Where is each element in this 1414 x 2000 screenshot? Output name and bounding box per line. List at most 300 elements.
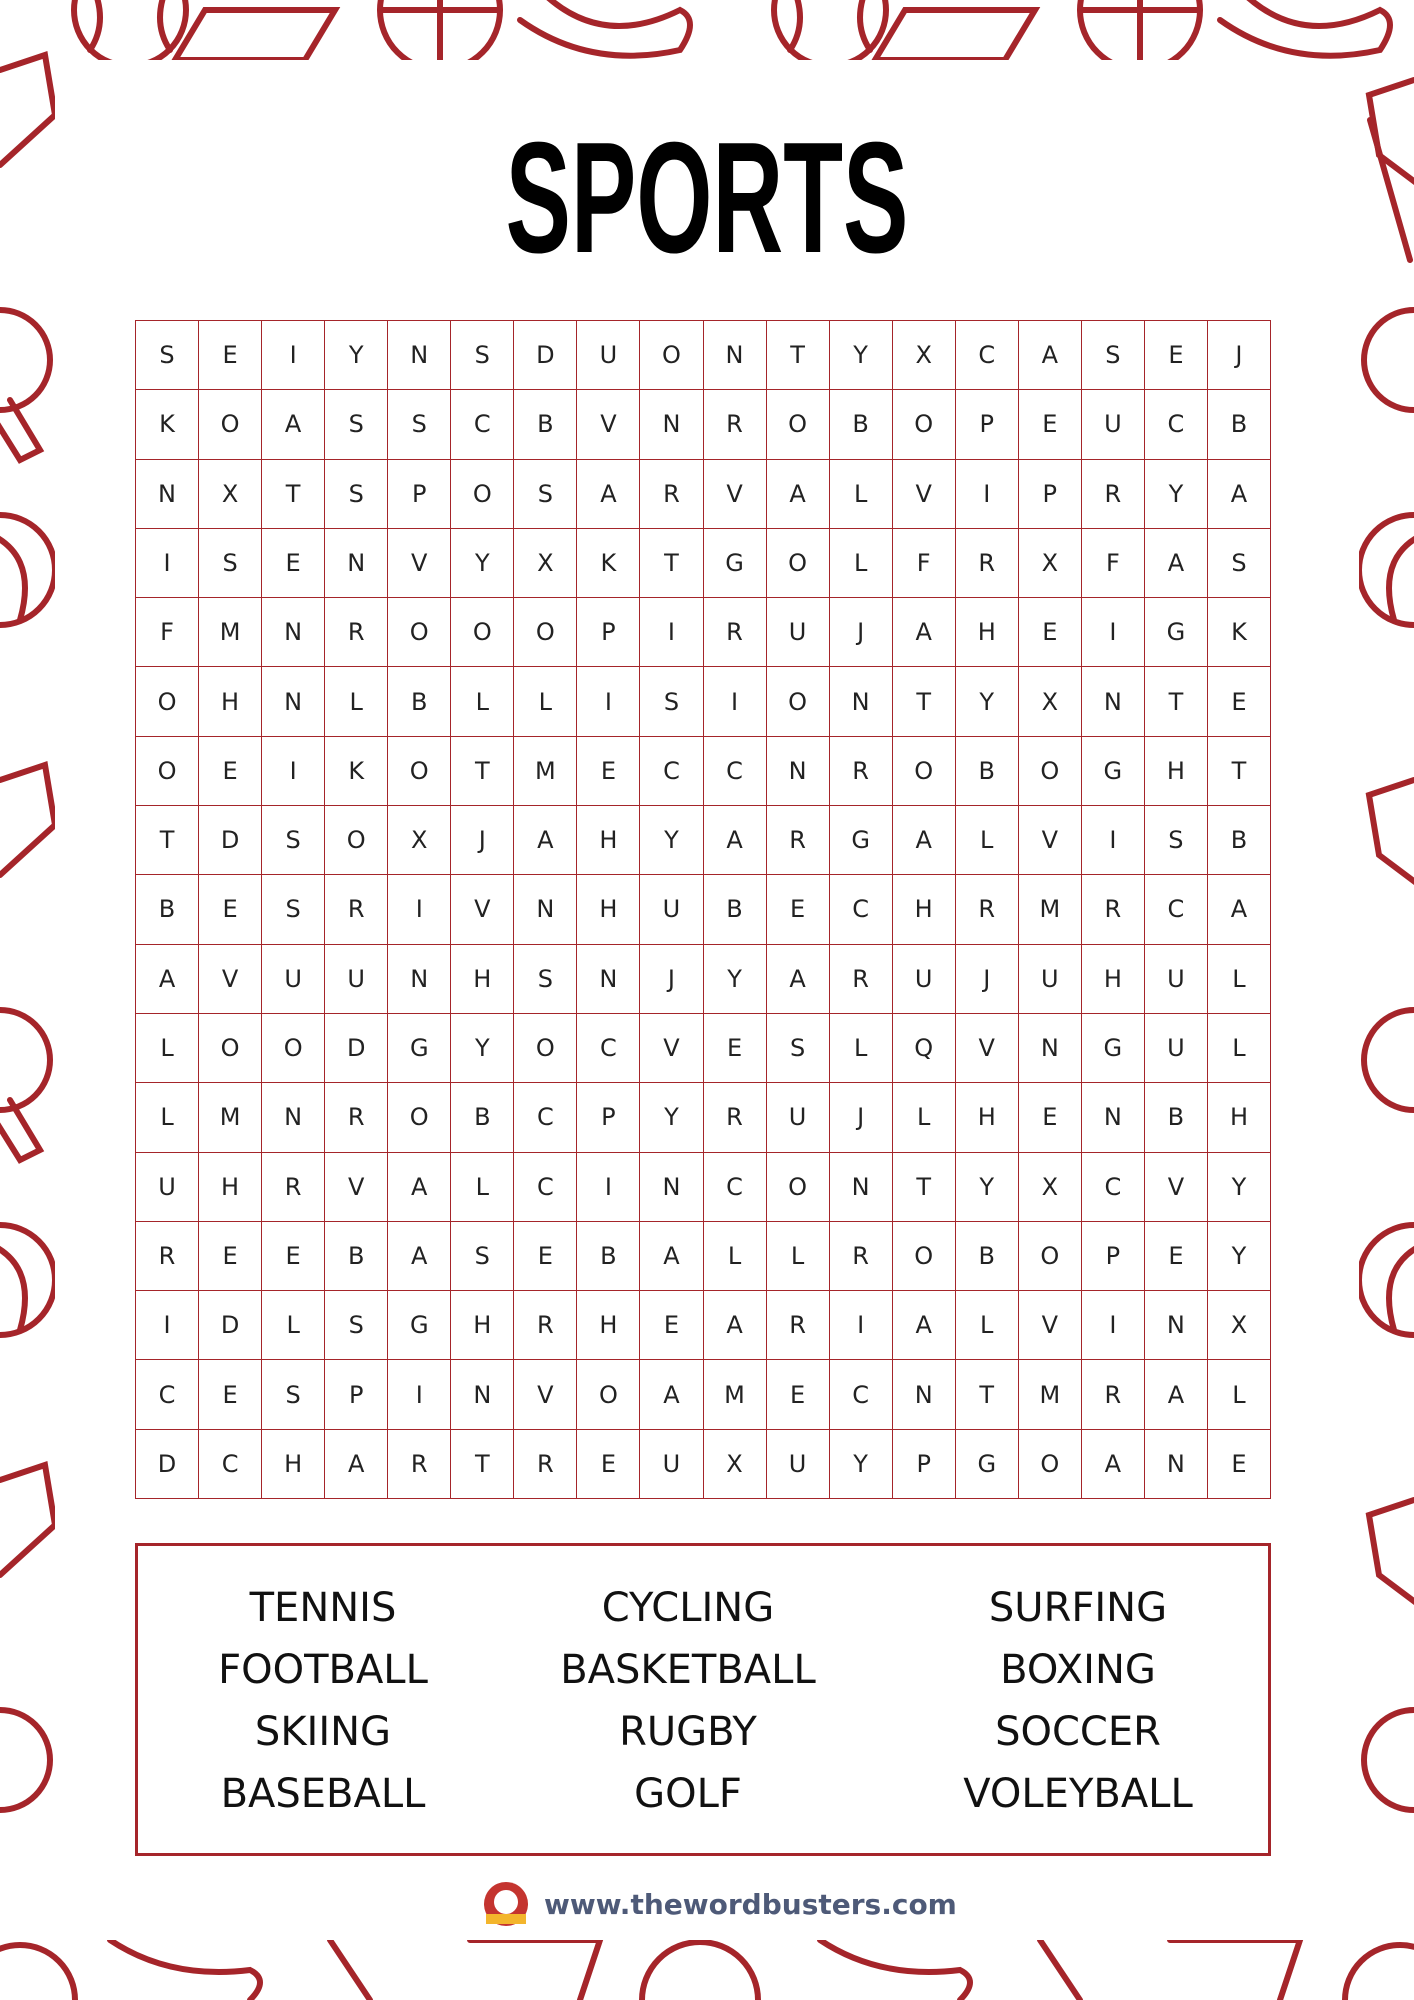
grid-cell: Y: [956, 667, 1019, 736]
ping-pong-paddle-icon: [1364, 310, 1414, 410]
grid-cell: L: [893, 1083, 956, 1152]
grid-cell: N: [388, 321, 451, 390]
word-list-item: FOOTBALL: [218, 1647, 428, 1693]
grid-cell: I: [388, 1360, 451, 1429]
grid-cell: X: [704, 1430, 767, 1499]
grid-cell: Y: [956, 1153, 1019, 1222]
grid-cell: X: [1208, 1291, 1271, 1360]
grid-cell: T: [1208, 737, 1271, 806]
grid-cell: O: [514, 1014, 577, 1083]
grid-cell: M: [1019, 1360, 1082, 1429]
grid-cell: D: [136, 1430, 199, 1499]
grid-cell: V: [704, 460, 767, 529]
book-icon: [470, 1940, 600, 2000]
grid-cell: P: [1082, 1222, 1145, 1291]
word-list-item: TENNIS: [249, 1585, 397, 1631]
grid-cell: V: [893, 460, 956, 529]
grid-cell: D: [514, 321, 577, 390]
grid-cell: D: [199, 806, 262, 875]
wordbusters-logo-icon: [480, 1878, 532, 1930]
grid-cell: R: [136, 1222, 199, 1291]
grid-cell: E: [577, 1430, 640, 1499]
grid-cell: S: [325, 1291, 388, 1360]
ping-pong-paddle-icon: [0, 1010, 50, 1110]
grid-cell: I: [388, 875, 451, 944]
grid-cell: N: [514, 875, 577, 944]
grid-cell: H: [956, 1083, 1019, 1152]
grid-cell: T: [956, 1360, 1019, 1429]
grid-cell: I: [577, 667, 640, 736]
grid-cell: R: [956, 875, 1019, 944]
grid-cell: M: [199, 1083, 262, 1152]
grid-cell: L: [956, 1291, 1019, 1360]
grid-cell: S: [451, 321, 514, 390]
grid-cell: A: [388, 1222, 451, 1291]
grid-cell: N: [704, 321, 767, 390]
grid-cell: K: [136, 390, 199, 459]
grid-cell: O: [767, 529, 830, 598]
grid-cell: L: [767, 1222, 830, 1291]
grid-cell: A: [1019, 321, 1082, 390]
grid-cell: O: [767, 667, 830, 736]
grid-cell: V: [1019, 806, 1082, 875]
grid-cell: Y: [1145, 460, 1208, 529]
grid-cell: L: [1208, 945, 1271, 1014]
grid-cell: E: [1019, 390, 1082, 459]
grid-cell: A: [1145, 1360, 1208, 1429]
grid-cell: R: [767, 806, 830, 875]
grid-cell: O: [1019, 1222, 1082, 1291]
grid-cell: I: [1082, 806, 1145, 875]
grid-cell: A: [388, 1153, 451, 1222]
grid-cell: V: [451, 875, 514, 944]
grid-cell: A: [577, 460, 640, 529]
grid-cell: S: [1082, 321, 1145, 390]
grid-cell: U: [1145, 945, 1208, 1014]
grid-cell: R: [514, 1430, 577, 1499]
grid-cell: H: [1082, 945, 1145, 1014]
grid-cell: D: [199, 1291, 262, 1360]
grid-cell: A: [893, 1291, 956, 1360]
grid-cell: Y: [1208, 1222, 1271, 1291]
grid-cell: N: [830, 667, 893, 736]
grid-cell: J: [451, 806, 514, 875]
grid-cell: P: [325, 1360, 388, 1429]
grid-cell: N: [767, 737, 830, 806]
grid-cell: S: [451, 1222, 514, 1291]
grid-cell: X: [1019, 529, 1082, 598]
grid-cell: S: [514, 945, 577, 1014]
grid-cell: I: [1082, 1291, 1145, 1360]
grid-cell: L: [451, 667, 514, 736]
grid-cell: H: [451, 1291, 514, 1360]
flag-icon: [0, 55, 55, 165]
grid-cell: V: [514, 1360, 577, 1429]
grid-cell: E: [514, 1222, 577, 1291]
grid-cell: B: [451, 1083, 514, 1152]
grid-cell: L: [1208, 1360, 1271, 1429]
volleyball-icon: [1359, 515, 1414, 625]
grid-cell: U: [767, 1083, 830, 1152]
grid-cell: V: [325, 1153, 388, 1222]
flag-icon: [1369, 780, 1414, 885]
grid-cell: T: [767, 321, 830, 390]
grid-cell: R: [704, 598, 767, 667]
book-icon: [875, 10, 1035, 60]
grid-cell: O: [1019, 1430, 1082, 1499]
word-list-item: SOCCER: [995, 1709, 1161, 1755]
grid-cell: V: [1145, 1153, 1208, 1222]
sneaker-icon: [820, 1940, 970, 2000]
grid-cell: U: [262, 945, 325, 1014]
grid-cell: B: [325, 1222, 388, 1291]
grid-cell: T: [262, 460, 325, 529]
grid-cell: A: [1145, 529, 1208, 598]
grid-cell: O: [893, 737, 956, 806]
grid-cell: T: [1145, 667, 1208, 736]
footer: [480, 1878, 957, 1930]
grid-cell: T: [451, 737, 514, 806]
grid-cell: C: [514, 1083, 577, 1152]
grid-cell: R: [325, 598, 388, 667]
grid-cell: O: [893, 1222, 956, 1291]
grid-cell: V: [956, 1014, 1019, 1083]
grid-cell: E: [767, 875, 830, 944]
grid-cell: Y: [830, 1430, 893, 1499]
grid-cell: A: [767, 945, 830, 1014]
grid-cell: D: [325, 1014, 388, 1083]
grid-cell: N: [136, 460, 199, 529]
page-title: SPORTS: [505, 110, 909, 286]
grid-cell: A: [1082, 1430, 1145, 1499]
grid-cell: O: [767, 390, 830, 459]
grid-cell: J: [956, 945, 1019, 1014]
grid-cell: A: [893, 598, 956, 667]
grid-cell: Y: [640, 806, 703, 875]
volleyball-icon: [0, 515, 55, 625]
grid-cell: H: [199, 1153, 262, 1222]
grid-cell: Q: [893, 1014, 956, 1083]
grid-cell: E: [262, 1222, 325, 1291]
grid-cell: O: [262, 1014, 325, 1083]
website-url[interactable]: www.thewordbusters.com: [544, 1887, 957, 1921]
grid-cell: R: [325, 1083, 388, 1152]
grid-cell: A: [1208, 875, 1271, 944]
grid-cell: F: [136, 598, 199, 667]
grid-cell: S: [325, 390, 388, 459]
grid-cell: U: [1145, 1014, 1208, 1083]
grid-cell: S: [388, 390, 451, 459]
grid-cell: V: [199, 945, 262, 1014]
grid-cell: R: [514, 1291, 577, 1360]
grid-cell: R: [704, 390, 767, 459]
grid-cell: C: [640, 737, 703, 806]
grid-cell: I: [704, 667, 767, 736]
grid-cell: B: [1145, 1083, 1208, 1152]
grid-cell: E: [704, 1014, 767, 1083]
grid-cell: X: [514, 529, 577, 598]
grid-cell: O: [388, 1083, 451, 1152]
grid-cell: C: [514, 1153, 577, 1222]
grid-cell: U: [136, 1153, 199, 1222]
ping-pong-paddle-icon: [1364, 1710, 1414, 1810]
word-list-item: GOLF: [634, 1771, 742, 1817]
grid-cell: L: [830, 1014, 893, 1083]
grid-cell: E: [1208, 1430, 1271, 1499]
grid-cell: L: [830, 529, 893, 598]
grid-cell: I: [830, 1291, 893, 1360]
grid-cell: J: [1208, 321, 1271, 390]
grid-cell: B: [136, 875, 199, 944]
ping-pong-paddle-icon: [0, 1710, 50, 1810]
grid-cell: L: [830, 460, 893, 529]
grid-cell: U: [640, 875, 703, 944]
ping-pong-paddle-icon: [0, 310, 50, 410]
grid-cell: E: [767, 1360, 830, 1429]
grid-cell: P: [893, 1430, 956, 1499]
grid-cell: U: [767, 1430, 830, 1499]
grid-cell: E: [199, 1222, 262, 1291]
grid-cell: T: [451, 1430, 514, 1499]
grid-cell: E: [262, 529, 325, 598]
grid-cell: Y: [451, 529, 514, 598]
grid-cell: L: [136, 1014, 199, 1083]
grid-cell: R: [1082, 875, 1145, 944]
grid-cell: N: [1145, 1430, 1208, 1499]
grid-cell: E: [577, 737, 640, 806]
grid-cell: U: [767, 598, 830, 667]
grid-cell: B: [388, 667, 451, 736]
grid-cell: S: [136, 321, 199, 390]
grid-cell: N: [388, 945, 451, 1014]
grid-cell: R: [1082, 1360, 1145, 1429]
grid-cell: T: [893, 1153, 956, 1222]
grid-cell: X: [199, 460, 262, 529]
grid-cell: H: [1145, 737, 1208, 806]
grid-cell: I: [262, 737, 325, 806]
grid-cell: O: [514, 598, 577, 667]
grid-cell: G: [1145, 598, 1208, 667]
grid-cell: V: [640, 1014, 703, 1083]
grid-cell: T: [893, 667, 956, 736]
grid-cell: P: [956, 390, 1019, 459]
grid-cell: N: [1082, 1083, 1145, 1152]
grid-cell: T: [136, 806, 199, 875]
grid-cell: Y: [704, 945, 767, 1014]
grid-cell: N: [262, 1083, 325, 1152]
grid-cell: H: [956, 598, 1019, 667]
grid-cell: I: [640, 598, 703, 667]
grid-cell: C: [199, 1430, 262, 1499]
grid-cell: P: [1019, 460, 1082, 529]
grid-cell: A: [893, 806, 956, 875]
grid-cell: H: [451, 945, 514, 1014]
grid-cell: T: [640, 529, 703, 598]
grid-cell: U: [577, 321, 640, 390]
ping-pong-paddle-icon: [1364, 1010, 1414, 1110]
paddle-icon: [330, 1940, 370, 2000]
grid-cell: V: [388, 529, 451, 598]
grid-cell: L: [136, 1083, 199, 1152]
grid-cell: O: [199, 390, 262, 459]
grid-cell: C: [704, 737, 767, 806]
grid-cell: S: [325, 460, 388, 529]
grid-cell: E: [199, 737, 262, 806]
grid-cell: H: [262, 1430, 325, 1499]
grid-cell: O: [640, 321, 703, 390]
grid-cell: J: [640, 945, 703, 1014]
grid-cell: O: [893, 390, 956, 459]
grid-cell: C: [956, 321, 1019, 390]
grid-cell: A: [262, 390, 325, 459]
grid-cell: G: [704, 529, 767, 598]
grid-cell: C: [830, 875, 893, 944]
word-list-item: RUGBY: [619, 1709, 757, 1755]
grid-cell: G: [830, 806, 893, 875]
grid-cell: C: [704, 1153, 767, 1222]
grid-cell: E: [1208, 667, 1271, 736]
grid-cell: R: [1082, 460, 1145, 529]
grid-cell: O: [451, 460, 514, 529]
grid-cell: L: [325, 667, 388, 736]
grid-cell: A: [704, 806, 767, 875]
grid-cell: S: [262, 806, 325, 875]
grid-cell: S: [199, 529, 262, 598]
flag-icon: [1369, 1500, 1414, 1605]
grid-cell: C: [1145, 875, 1208, 944]
grid-cell: G: [388, 1291, 451, 1360]
sneaker-icon: [1220, 0, 1390, 56]
grid-cell: I: [956, 460, 1019, 529]
volleyball-icon: [0, 1225, 55, 1335]
grid-cell: L: [514, 667, 577, 736]
volleyball-icon: [642, 1942, 758, 2000]
grid-cell: E: [1019, 598, 1082, 667]
grid-cell: S: [640, 667, 703, 736]
word-list-item: CYCLING: [601, 1585, 775, 1631]
word-list-item: BOXING: [1000, 1647, 1156, 1693]
word-list-item: SKIING: [254, 1709, 392, 1755]
grid-cell: R: [830, 1222, 893, 1291]
volleyball-icon: [1345, 1945, 1414, 2000]
grid-cell: N: [262, 667, 325, 736]
grid-cell: H: [199, 667, 262, 736]
grid-cell: A: [1208, 460, 1271, 529]
grid-cell: L: [451, 1153, 514, 1222]
grid-cell: U: [893, 945, 956, 1014]
grid-cell: I: [262, 321, 325, 390]
grid-cell: E: [1145, 321, 1208, 390]
grid-cell: S: [262, 875, 325, 944]
grid-cell: N: [451, 1360, 514, 1429]
sneaker-icon: [110, 1940, 260, 2000]
grid-cell: N: [1145, 1291, 1208, 1360]
grid-cell: N: [1019, 1014, 1082, 1083]
flag-icon: [0, 765, 55, 875]
grid-cell: N: [1082, 667, 1145, 736]
grid-cell: F: [893, 529, 956, 598]
word-column: [138, 1577, 488, 1853]
grid-cell: C: [451, 390, 514, 459]
grid-cell: B: [514, 390, 577, 459]
grid-cell: O: [136, 667, 199, 736]
grid-cell: E: [199, 875, 262, 944]
grid-cell: B: [577, 1222, 640, 1291]
grid-cell: O: [325, 806, 388, 875]
grid-cell: I: [136, 529, 199, 598]
grid-cell: H: [577, 806, 640, 875]
grid-cell: F: [1082, 529, 1145, 598]
sneaker-icon: [520, 0, 690, 56]
grid-cell: O: [577, 1360, 640, 1429]
grid-cell: A: [325, 1430, 388, 1499]
grid-cell: C: [577, 1014, 640, 1083]
grid-cell: C: [830, 1360, 893, 1429]
word-list-item: SURFING: [988, 1585, 1168, 1631]
grid-cell: C: [1082, 1153, 1145, 1222]
grid-cell: O: [388, 598, 451, 667]
grid-cell: R: [830, 737, 893, 806]
grid-cell: R: [830, 945, 893, 1014]
volleyball-icon: [0, 1945, 75, 2000]
word-list-box: [135, 1543, 1271, 1856]
grid-cell: R: [325, 875, 388, 944]
grid-cell: B: [956, 1222, 1019, 1291]
grid-cell: I: [136, 1291, 199, 1360]
grid-cell: J: [830, 598, 893, 667]
grid-cell: E: [199, 321, 262, 390]
grid-cell: K: [325, 737, 388, 806]
grid-cell: U: [325, 945, 388, 1014]
grid-cell: L: [704, 1222, 767, 1291]
grid-cell: L: [956, 806, 1019, 875]
grid-cell: B: [956, 737, 1019, 806]
letter-grid: [135, 320, 1271, 1499]
grid-cell: R: [388, 1430, 451, 1499]
grid-cell: X: [893, 321, 956, 390]
grid-cell: P: [388, 460, 451, 529]
grid-cell: M: [199, 598, 262, 667]
grid-cell: G: [388, 1014, 451, 1083]
grid-cell: B: [704, 875, 767, 944]
word-list-item: BASEBALL: [220, 1771, 426, 1817]
grid-cell: P: [577, 598, 640, 667]
word-column: [488, 1577, 888, 1853]
grid-cell: A: [136, 945, 199, 1014]
grid-cell: R: [767, 1291, 830, 1360]
grid-cell: I: [577, 1153, 640, 1222]
grid-cell: M: [1019, 875, 1082, 944]
grid-cell: O: [136, 737, 199, 806]
grid-cell: N: [325, 529, 388, 598]
grid-cell: B: [830, 390, 893, 459]
word-column: [888, 1577, 1268, 1853]
paddle-icon: [1040, 1940, 1080, 2000]
grid-cell: A: [704, 1291, 767, 1360]
grid-cell: B: [1208, 390, 1271, 459]
grid-cell: Y: [640, 1083, 703, 1152]
grid-cell: O: [1019, 737, 1082, 806]
grid-cell: B: [1208, 806, 1271, 875]
grid-cell: H: [577, 1291, 640, 1360]
grid-cell: S: [262, 1360, 325, 1429]
grid-cell: R: [956, 529, 1019, 598]
grid-cell: H: [577, 875, 640, 944]
grid-cell: Y: [1208, 1153, 1271, 1222]
grid-cell: E: [199, 1360, 262, 1429]
grid-cell: L: [1208, 1014, 1271, 1083]
grid-cell: A: [640, 1360, 703, 1429]
